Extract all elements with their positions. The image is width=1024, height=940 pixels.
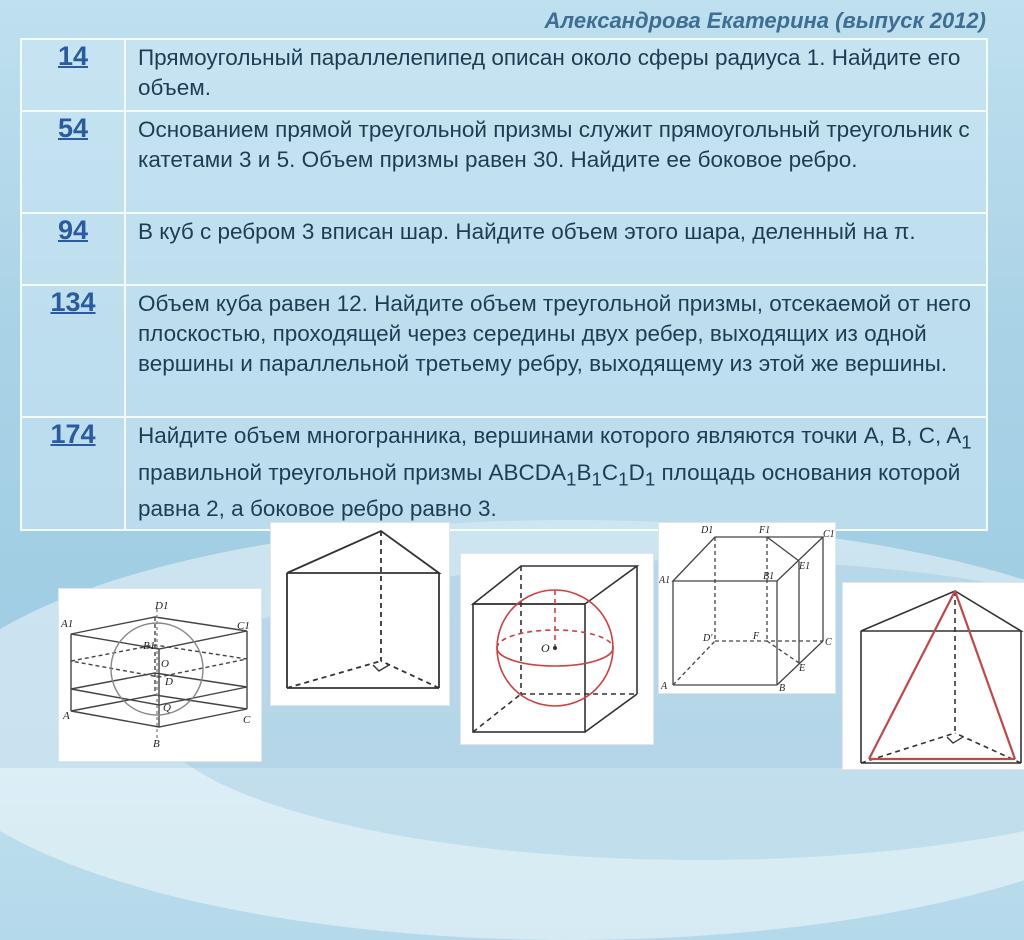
figure-prism-pyramid [842, 582, 1024, 770]
problems-table [20, 38, 988, 531]
problem-number[interactable]: 134 [50, 287, 96, 317]
problem-number-cell [21, 417, 125, 530]
figure-cube-cut-prism [658, 522, 836, 694]
problem-text: В куб с ребром 3 вписан шар. Найдите объем этого шара, деленный на π. [125, 213, 987, 285]
problem-text: Найдите объем многогранника, вершинами которого являются точки A, B, C, $A_1$ правильной треугольной призмы $ABCDA_1B_1C_1D_1$ площадь основания которой равна 2, а боковое ребро равно 3. [125, 417, 987, 530]
problem-number[interactable]: 174 [50, 419, 96, 449]
problem-text: Объем куба равен 12. Найдите объем треугольной призмы, отсекаемой от него плоскостью, проходящей через середины двух ребер, выходящих из одной вершины и параллельной третьему ребру, выходящему из этой же вершины. [125, 285, 987, 417]
label-D1: D1 [155, 600, 169, 612]
problem-number-cell [21, 111, 125, 213]
table-row [21, 39, 987, 111]
label-B1: B1 [763, 571, 775, 582]
label-O: O [161, 658, 169, 670]
label-A1: A1 [61, 618, 74, 630]
figure-parallelepiped-sphere [58, 588, 262, 762]
label-D: D [165, 676, 173, 688]
label-A: A [661, 681, 668, 692]
problem-text: Прямоугольный параллелепипед описан около сферы радиуса 1. Найдите его объем. [125, 39, 987, 111]
label-B1: B1 [143, 640, 156, 652]
table-row [21, 111, 987, 213]
problem-number[interactable]: 54 [57, 113, 89, 143]
label-E: E [799, 663, 806, 674]
author-title: Александрова Екатерина (выпуск 2012) [544, 8, 986, 33]
label-B: B [779, 683, 786, 693]
figure-triangular-prism [270, 522, 450, 706]
table-row [21, 417, 987, 530]
label-E1: E1 [799, 561, 811, 572]
label-A: A [63, 710, 70, 722]
label-F1: F1 [759, 525, 771, 536]
label-C: C [243, 714, 251, 726]
label-D-prime: D' [703, 633, 713, 644]
label-D1: D1 [701, 525, 714, 536]
problem-number-cell [21, 213, 125, 285]
problem-number-cell [21, 39, 125, 111]
problem-number[interactable]: 94 [57, 215, 89, 245]
label-B: B [153, 738, 160, 750]
problem-number-cell [21, 285, 125, 417]
label-C1: C1 [823, 529, 835, 540]
label-Q: Q [163, 702, 171, 714]
label-O: O [541, 641, 550, 655]
table-row [21, 213, 987, 285]
table-row [21, 285, 987, 417]
label-F: F [753, 631, 760, 642]
problem-number[interactable]: 14 [57, 41, 89, 71]
figure-cube-sphere [460, 553, 654, 745]
problem-text: Основанием прямой треугольной призмы служит прямоугольный треугольник с катетами 3 и 5. Объем призмы равен 30. Найдите ее боковое ребро. [125, 111, 987, 213]
label-C1: C1 [237, 620, 250, 632]
label-C: C [825, 637, 832, 648]
label-A1: A1 [659, 575, 671, 586]
